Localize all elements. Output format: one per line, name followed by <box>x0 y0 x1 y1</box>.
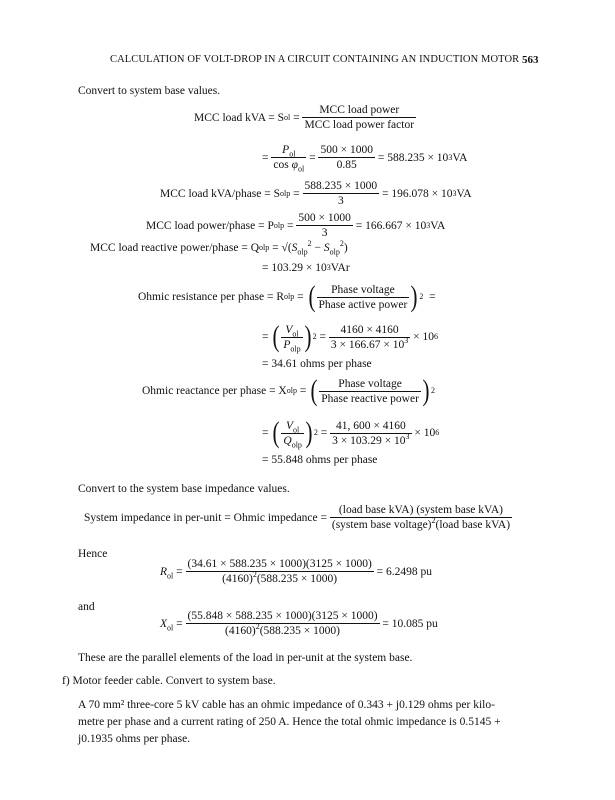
vol-over-qolp-fraction: $\frac{V_{ol}}{Q_{olp}}$ <box>283 419 302 449</box>
rolp-numeric-fraction: $\frac{4160 \times 4160}{3 \times 166.67 \times 10^3}$ <box>330 323 409 351</box>
eq-kva-phase: MCC load kVA/phase = S olp = $\frac{588.235 \times 1000}{3}$ = 196.078 × 10 3 VA <box>160 180 472 207</box>
cable-paragraph-line-2: metre per phase and a current rating of 250 A. Hence the total ohmic impedance is 0.5145 + <box>78 716 501 728</box>
xol-fraction: $\frac{(55.848 \times 588.235 \times 1000)(3125 \times 1000)}{(4160)^2(588.235 \times 1000)}$ <box>187 610 378 637</box>
mcc-kva-fraction: $\frac{\text{MCC load power}}{\text{MCC load power factor}}$ <box>304 104 415 131</box>
and-text: and <box>78 601 95 613</box>
rolp-result: = 34.61 ohms per phase <box>262 358 372 370</box>
eq-power-phase: MCC load power/phase = P olp = $\frac{500 \times 1000}{3}$ = 166.667 × 10 3 VA <box>146 212 446 239</box>
power-phase-fraction: $\frac{500 \times 1000}{3}$ <box>298 212 351 239</box>
convert-impedance-text: Convert to the system base impedance values. <box>78 483 290 495</box>
mcc-kva-numeric-fraction: $\frac{500 \times 1000}{0.85}$ <box>320 144 373 171</box>
kva-phase-fraction: $\frac{588.235 \times 1000}{3}$ <box>304 180 378 207</box>
item-f-heading: f) Motor feeder cable. Convert to system base. <box>62 675 276 687</box>
xolp-fraction: $\frac{\text{Phase voltage}}{\text{Phase reactive power}}$ <box>321 377 419 405</box>
eq-xolp-2: = ( $\frac{V_{ol}}{Q_{olp}}$ ) 2 = $\frac{41, 600 \times 4160}{3 \times 103.29 \times 10^3}$ × 10 6 <box>262 416 440 449</box>
eq-rol: $R_{ol}$ = $\frac{(34.61 \times 588.235 \times 1000)(3125 \times 1000)}{(4160)^2(588.235 \times 1000)}$ = 6.2498 pu <box>160 558 433 585</box>
eq-per-unit: System impedance in per-unit = Ohmic impedance = $\frac{\text{(load base kVA) (system base kVA)}}{(system base voltage)^2(load base kVA)}$ <box>84 504 511 531</box>
running-header: CALCULATION OF VOLT-DROP IN A CIRCUIT CONTAINING AN INDUCTION MOTOR <box>110 54 520 65</box>
eq-rolp-2: = ( $\frac{V_{ol}}{P_{olp}}$ ) 2 = $\frac{4160 \times 4160}{3 \times 166.67 \times 10^3}$ × 10 6 <box>262 320 438 353</box>
eq-mcc-kva: MCC load kVA = S ol = $\frac{\text{MCC load power}}{\text{MCC load power factor}}$ <box>194 104 415 131</box>
parallel-elements-text: These are the parallel elements of the load in per-unit at the system base. <box>78 652 413 664</box>
per-unit-fraction: $\frac{\text{(load base kVA) (system base kVA)}}{(system base voltage)^2(load base kVA)}$ <box>331 504 511 531</box>
cable-paragraph <box>78 697 536 748</box>
eq-rolp: Ohmic resistance per phase = R olp = ( $\frac{\text{Phase voltage}}{\text{Phase active power}}$ ) 2 = <box>138 280 436 313</box>
rolp-fraction: $\frac{\text{Phase voltage}}{\text{Phase active power}}$ <box>318 283 408 311</box>
convert-system-text: Convert to system base values. <box>78 85 221 97</box>
rol-fraction: $\frac{(34.61 \times 588.235 \times 1000)(3125 \times 1000)}{(4160)^2(588.235 \times 1000)}$ <box>187 558 372 585</box>
eq-reactive-power: MCC load reactive power/phase = Q olp = $√(S_{olp}^2 - S_{olp}^2)$ <box>90 239 348 257</box>
hence-text: Hence <box>78 548 108 560</box>
cable-paragraph-line-3: j0.1935 ohms per phase. <box>78 733 191 745</box>
vol-over-polp-fraction: $\frac{V_{ol}}{P_{olp}}$ <box>283 323 301 353</box>
eq-xol: $X_{ol}$ = $\frac{(55.848 \times 588.235 \times 1000)(3125 \times 1000)}{(4160)^2(588.235 \times 1000)}$ = 10.085 pu <box>160 610 438 637</box>
pol-over-cos-fraction: $\frac{P_{ol}}{\cos \varphi_{ol}}$ <box>273 144 305 174</box>
cable-paragraph-line-1: A 70 mm² three-core 5 kV cable has an ohmic impedance of 0.343 + j0.129 ohms per kilo- <box>78 699 495 711</box>
page-number: 563 <box>522 54 539 66</box>
xolp-numeric-fraction: $\frac{41, 600 \times 4160}{3 \times 103.29 \times 10^3}$ <box>332 419 410 447</box>
eq-reactive-result: = 103.29 × 10 3 VAr <box>262 262 350 274</box>
xolp-result: = 55.848 ohms per phase <box>262 454 378 466</box>
eq-xolp: Ohmic reactance per phase = X olp = ( $\frac{\text{Phase voltage}}{\text{Phase reactive power}}$ ) 2 <box>142 374 435 407</box>
eq-mcc-kva-2: = $\frac{P_{ol}}{\cos \varphi_{ol}}$ = $\frac{500 \times 1000}{0.85}$ = 588.235 × 10 3 VA <box>262 144 468 174</box>
